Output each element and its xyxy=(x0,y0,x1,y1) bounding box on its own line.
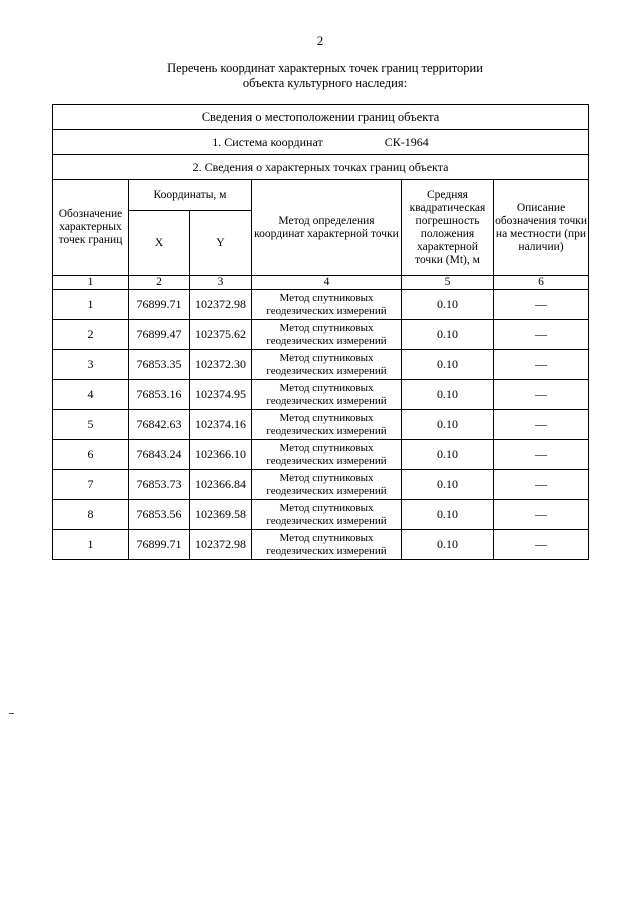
description-cell: — xyxy=(494,410,589,440)
x-cell: 76842.63 xyxy=(129,410,190,440)
description-cell: — xyxy=(494,290,589,320)
description-cell: — xyxy=(494,380,589,410)
description-cell: — xyxy=(494,470,589,500)
coordinate-system-value: СК-1964 xyxy=(384,134,429,149)
description-cell: — xyxy=(494,320,589,350)
y-cell: 102375.62 xyxy=(190,320,252,350)
error-cell: 0.10 xyxy=(402,500,494,530)
column-number: 5 xyxy=(402,276,494,290)
table-row xyxy=(53,530,589,560)
header-description: Описание обозначения точки на местности (при наличии) xyxy=(494,180,589,276)
method-line-1: Метод спутниковых xyxy=(279,531,374,544)
error-cell: 0.10 xyxy=(402,410,494,440)
method-line-1: Метод спутниковых xyxy=(279,411,374,424)
x-cell: 76899.71 xyxy=(129,530,190,560)
x-cell: 76843.24 xyxy=(129,440,190,470)
coordinate-system-row xyxy=(53,130,589,155)
points-heading: 2. Сведения о характерных точках границ объекта xyxy=(53,155,589,180)
method-line-1: Метод спутниковых xyxy=(279,381,374,394)
error-cell: 0.10 xyxy=(402,350,494,380)
x-cell: 76853.35 xyxy=(129,350,190,380)
x-cell: 76853.16 xyxy=(129,380,190,410)
column-number-row xyxy=(53,276,589,290)
header-coordinates: Координаты, м xyxy=(129,180,252,211)
point-cell: 2 xyxy=(53,320,129,350)
description-cell: — xyxy=(494,500,589,530)
y-cell: 102369.58 xyxy=(190,500,252,530)
method-cell xyxy=(252,410,402,440)
method-cell xyxy=(252,530,402,560)
scan-mark xyxy=(9,713,14,714)
description-cell: — xyxy=(494,440,589,470)
method-line-1: Метод спутниковых xyxy=(279,351,374,364)
document-title xyxy=(100,61,550,91)
method-line-1: Метод спутниковых xyxy=(279,441,374,454)
point-cell: 6 xyxy=(53,440,129,470)
y-cell: 102372.98 xyxy=(190,290,252,320)
method-line-2: геодезических измерений xyxy=(266,394,387,407)
description-cell: — xyxy=(494,350,589,380)
method-line-1: Метод спутниковых xyxy=(279,471,374,484)
column-number: 1 xyxy=(53,276,129,290)
header-error: Средняя квадратическая погрешность положения характерной точки (Mt), м xyxy=(402,180,494,276)
method-cell xyxy=(252,350,402,380)
method-cell xyxy=(252,440,402,470)
method-line-2: геодезических измерений xyxy=(266,334,387,347)
header-y: Y xyxy=(190,211,252,276)
method-line-1: Метод спутниковых xyxy=(279,501,374,514)
table-row xyxy=(53,290,589,320)
coordinates-table xyxy=(52,104,589,560)
x-cell: 76899.47 xyxy=(129,320,190,350)
y-cell: 102374.16 xyxy=(190,410,252,440)
method-line-1: Метод спутниковых xyxy=(279,321,374,334)
error-cell: 0.10 xyxy=(402,290,494,320)
column-number: 4 xyxy=(252,276,402,290)
x-cell: 76853.56 xyxy=(129,500,190,530)
point-cell: 7 xyxy=(53,470,129,500)
x-cell: 76853.73 xyxy=(129,470,190,500)
table-row xyxy=(53,350,589,380)
method-line-2: геодезических измерений xyxy=(266,484,387,497)
point-cell: 3 xyxy=(53,350,129,380)
header-method: Метод определения координат характерной точки xyxy=(252,180,402,276)
table-row xyxy=(53,440,589,470)
point-cell: 4 xyxy=(53,380,129,410)
x-cell: 76899.71 xyxy=(129,290,190,320)
method-line-2: геодезических измерений xyxy=(266,514,387,527)
point-cell: 1 xyxy=(53,290,129,320)
coordinate-system-label: 1. Система координат xyxy=(212,134,323,149)
error-cell: 0.10 xyxy=(402,320,494,350)
method-line-1: Метод спутниковых xyxy=(279,291,374,304)
table-row xyxy=(53,320,589,350)
method-cell xyxy=(252,500,402,530)
error-cell: 0.10 xyxy=(402,380,494,410)
table-row xyxy=(53,380,589,410)
method-line-2: геодезических измерений xyxy=(266,304,387,317)
method-cell xyxy=(252,470,402,500)
column-number: 6 xyxy=(494,276,589,290)
table-row xyxy=(53,500,589,530)
method-line-2: геодезических измерений xyxy=(266,364,387,377)
method-cell xyxy=(252,290,402,320)
y-cell: 102366.84 xyxy=(190,470,252,500)
error-cell: 0.10 xyxy=(402,440,494,470)
method-cell xyxy=(252,320,402,350)
y-cell: 102372.98 xyxy=(190,530,252,560)
point-cell: 1 xyxy=(53,530,129,560)
y-cell: 102372.30 xyxy=(190,350,252,380)
header-x: X xyxy=(129,211,190,276)
y-cell: 102366.10 xyxy=(190,440,252,470)
error-cell: 0.10 xyxy=(402,530,494,560)
section-heading: Сведения о местоположении границ объекта xyxy=(53,105,589,130)
table-row xyxy=(53,470,589,500)
description-cell: — xyxy=(494,530,589,560)
method-line-2: геодезических измерений xyxy=(266,544,387,557)
method-line-2: геодезических измерений xyxy=(266,424,387,437)
point-cell: 5 xyxy=(53,410,129,440)
page-number: 2 xyxy=(316,33,324,48)
y-cell: 102374.95 xyxy=(190,380,252,410)
point-cell: 8 xyxy=(53,500,129,530)
document-title-line-2: объекта культурного наследия: xyxy=(242,76,408,90)
method-line-2: геодезических измерений xyxy=(266,454,387,467)
column-number: 3 xyxy=(190,276,252,290)
method-cell xyxy=(252,380,402,410)
column-number: 2 xyxy=(129,276,190,290)
header-designation: Обозначение характерных точек границ xyxy=(53,180,129,276)
table-row xyxy=(53,410,589,440)
error-cell: 0.10 xyxy=(402,470,494,500)
document-title-line-1: Перечень координат характерных точек границ территории xyxy=(167,61,483,75)
